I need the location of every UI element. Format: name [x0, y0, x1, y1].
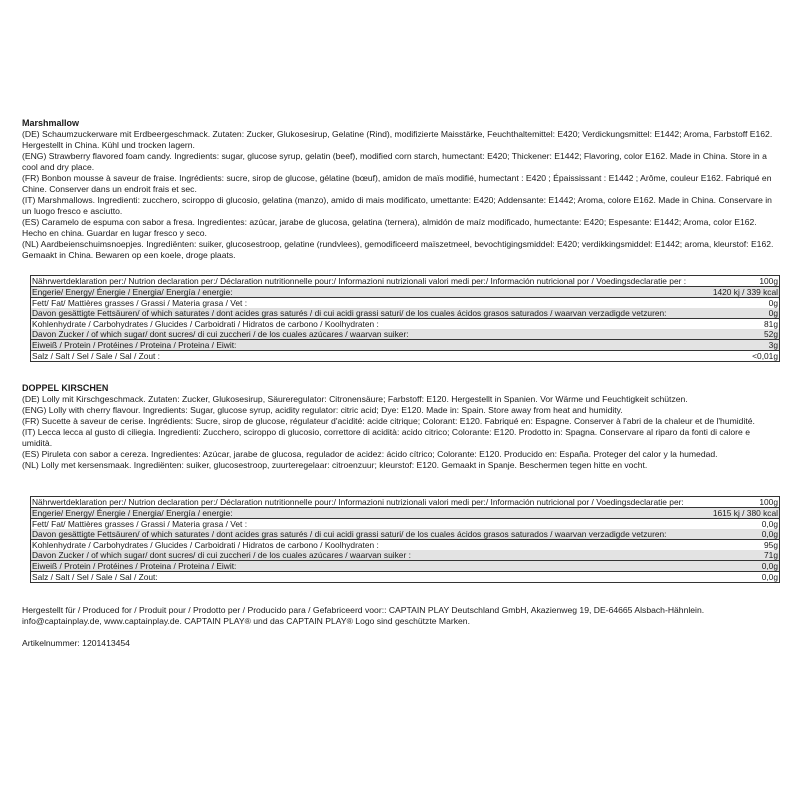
nutrition-row-salt: [31, 351, 780, 362]
product-2-text-fr: (FR) Sucette à saveur de cerise. Ingrédients: Sucre, sirop de glucose, régulateur d'acidité: acide citrique; Colorant: E120. Fabriqué en: Espagne. Conserver à l'abri de la chaleur et de l'humidité.: [22, 416, 755, 426]
nutrition-label: Davon Zucker / of which sugar/ dont sucres/ di cui zuccheri / de los cuales azúcares / waarvan suiker :: [31, 550, 708, 561]
nutrition-value: 1420 kj / 339 kcal: [707, 287, 780, 298]
product-2-text-nl: (NL) Lolly met kersensmaak. Ingrediënten: suiker, glucosestroop, zuurteregelaar: citroenzuur; kleurstof: E120. Gemaakt in Spanje. Beschermen tegen hitte en vocht.: [22, 460, 648, 470]
nutrition-row-fat: [31, 519, 780, 530]
nutrition-row-energy: [31, 287, 780, 298]
nutrition-value: 0,0g: [707, 529, 780, 540]
nutrition-row-sugar: [31, 550, 780, 561]
nutrition-row-header: [31, 497, 780, 508]
nutrition-value: 0,0g: [707, 572, 780, 583]
nutrition-label: Engerie/ Energy/ Énergie / Energia/ Energía / energie:: [31, 508, 708, 519]
nutrition-row-salt: [31, 572, 780, 583]
nutrition-label: Fett/ Fat/ Mattières grasses / Grassi / Materia grasa / Vet :: [31, 298, 708, 309]
nutrition-label: Kohlenhydrate / Carbohydrates / Glucides / Carboidrati / Hidratos de carbono / Koolhydraten :: [31, 319, 708, 330]
product-1-title: Marshmallow: [22, 118, 80, 128]
article-number: Artikelnummer: 1201413454: [22, 638, 130, 648]
nutrition-value: 0g: [707, 298, 780, 309]
nutrition-value: 1615 kj / 380 kcal: [707, 508, 780, 519]
nutrition-label: Davon gesättigte Fettsäuren/ of which saturates / dont acides gras saturés / di cui acidi grassi saturi/ de los cuales ácidos grasos saturados / waarvan verzadigde vetzuren:: [31, 529, 708, 540]
nutrition-value: 3g: [707, 340, 780, 351]
product-2-description: [22, 383, 780, 471]
nutrition-label: Fett/ Fat/ Mattières grasses / Grassi / Materia grasa / Vet :: [31, 519, 708, 530]
product-1-text-de: (DE) Schaumzuckerware mit Erdbeergeschmack. Zutaten: Zucker, Glukosesirup, Gelatine (Rind), modifizierte Maisstärke, Feuchthaltemittel: E420; Verdickungsmittel: E1442; Aroma, Farbstoff E162. Hergestellt in China. Kühl und trocken lagern.: [22, 129, 773, 150]
product-2-text-es: (ES) Piruleta con sabor a cereza. Ingredientes: Azúcar, jarabe de glucosa, regulador de acidez: ácido cítrico; Colorante: E120. Producido en: España. Proteger del calor y la humedad.: [22, 449, 718, 459]
product-2-text-it: (IT) Lecca lecca al gusto di ciliegia. Ingredienti: Zucchero, sciroppo di glucosio, correttore di acidità: acido citrico; Colorante: E120. Prodotto in: Spagna. Conservare al riparo da fonti di calore e umidità.: [22, 427, 750, 448]
nutrition-label: Salz / Salt / Sel / Sale / Sal / Zout :: [31, 351, 708, 362]
nutrition-row-protein: [31, 561, 780, 572]
nutrition-value: 71g: [707, 550, 780, 561]
nutrition-value: 100g: [707, 497, 780, 508]
manufacturer-info: Hergestellt für / Produced for / Produit pour / Prodotto per / Producido para / Gefabriceerd voor:: CAPTAIN PLAY Deutschland GmbH, Akazienweg 19, DE-64665 Alsbach-Hähnlein. info@captainplay.de, www.captainplay.de. CAPTAIN PLAY® und das CAPTAIN PLAY® Logo sind geschützte Marken.: [22, 605, 705, 626]
nutrition-value: 100g: [707, 276, 780, 287]
nutrition-label: Eiweiß / Protein / Protéines / Proteina / Proteina / Eiwit:: [31, 340, 708, 351]
nutrition-row-saturates: [31, 308, 780, 319]
nutrition-value: 0,0g: [707, 561, 780, 572]
product-1-text-it: (IT) Marshmallows. Ingredienti: zucchero, sciroppo di glucosio, gelatina (manzo), amido di mais modificato, umettante: E420; Addensante: E1442; Aroma, colore E162. Made in China. Conservare in un luogo fresco e asciutto.: [22, 195, 772, 216]
nutrition-value: 95g: [707, 540, 780, 551]
nutrition-label: Davon gesättigte Fettsäuren/ of which saturates / dont acides gras saturés / di cui acidi grassi saturi/ de los cuales ácidos grasos saturados / waarvan verzadigde vetzuren:: [31, 308, 708, 319]
nutrition-label: Kohlenhydrate / Carbohydrates / Glucides / Carboidrati / Hidratos de carbono / Koolhydraten :: [31, 540, 708, 551]
nutrition-row-header: [31, 276, 780, 287]
product-1-nutrition-table: [30, 275, 780, 362]
nutrition-label: Nährwertdeklaration per:/ Nutrion declaration per:/ Déclaration nutritionnelle pour:/ Informazioni nutrizionali valori medi per:/ Información nutricional por / Voedingsdeclaratie per:: [31, 497, 708, 508]
nutrition-row-saturates: [31, 529, 780, 540]
nutrition-label: Nährwertdeklaration per:/ Nutrion declaration per:/ Déclaration nutritionnelle pour:/ Informazioni nutrizionali valori medi per:/ Información nutricional por / Voedingsdeclaratie per :: [31, 276, 708, 287]
nutrition-label: Eiweiß / Protein / Protéines / Proteina / Proteina / Eiwit:: [31, 561, 708, 572]
product-2-title: DOPPEL KIRSCHEN: [22, 383, 109, 393]
nutrition-value: <0,01g: [707, 351, 780, 362]
product-2-text-de: (DE) Lolly mit Kirschgeschmack. Zutaten: Zucker, Glukosesirup, Säureregulator: Citronensäure; Farbstoff: E120. Hergestellt in Spanien. Vor Wärme und Feuchtigkeit schützen.: [22, 394, 688, 404]
nutrition-row-carbohydrates: [31, 319, 780, 330]
nutrition-label: Engerie/ Energy/ Énergie / Energia/ Energía / energie:: [31, 287, 708, 298]
product-1-text-en: (ENG) Strawberry flavored foam candy. Ingredients: sugar, glucose syrup, gelatin (beef), modified corn starch, humectant: E420; Thickener: E1442; Flavoring, color E162. Made in China. Store in a cool and dry place.: [22, 151, 767, 172]
product-1-text-fr: (FR) Bonbon mousse à saveur de fraise. Ingrédients: sucre, sirop de glucose, gélatine (bœuf), amidon de maïs modifié, humectant : E420 ; Épaississant : E1442 ; Arôme, couleur E162. Fabriqué en Chine. Conserver dans un endroit frais et sec.: [22, 173, 772, 194]
product-1-text-nl: (NL) Aardbeienschuimsnoepjes. Ingrediënten: suiker, glucosestroop, gelatine (rundvlees), gemodificeerd maïszetmeel, bevochtigingsmiddel: E420; verdikkingsmiddel: E1442; aroma, kleurstof: E162. Gemaakt in China. Bewaren op een koele, droge plaats.: [22, 239, 774, 260]
nutrition-value: 0,0g: [707, 519, 780, 530]
nutrition-row-fat: [31, 298, 780, 309]
product-1-text-es: (ES) Caramelo de espuma con sabor a fresa. Ingredientes: azúcar, jarabe de glucosa, gelatina (ternera), almidón de maíz modificado, humectante: E420; Espesante: E1442; Aroma, color E162. Hecho en china. Guardar en lugar fresco y seco.: [22, 217, 757, 238]
product-2-text-en: (ENG) Lolly with cherry flavour. Ingredients: Sugar, glucose syrup, acidity regulator: citric acid; Dye: E120. Made in: Spain. Store away from heat and humidity.: [22, 405, 623, 415]
nutrition-label: Davon Zucker / of which sugar/ dont sucres/ di cui zuccheri / de los cuales azúcares / waarvan suiker:: [31, 329, 708, 340]
product-2-nutrition-table: [30, 496, 780, 583]
nutrition-row-protein: [31, 340, 780, 351]
nutrition-row-carbohydrates: [31, 540, 780, 551]
nutrition-row-energy: [31, 508, 780, 519]
nutrition-value: 0g: [707, 308, 780, 319]
nutrition-value: 52g: [707, 329, 780, 340]
nutrition-row-sugar: [31, 329, 780, 340]
nutrition-label: Salz / Salt / Sel / Sale / Sal / Zout:: [31, 572, 708, 583]
product-1-description: [22, 118, 780, 261]
nutrition-value: 81g: [707, 319, 780, 330]
